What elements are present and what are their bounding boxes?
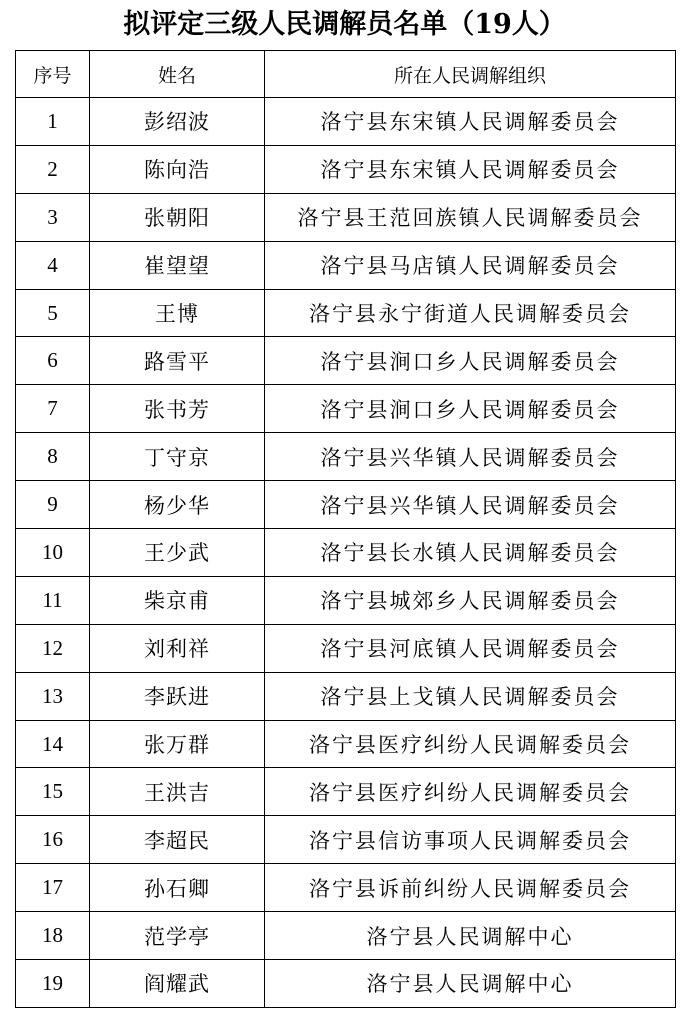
row-number: 7 [16,385,90,433]
table-row [16,433,676,481]
table-row [16,289,676,337]
table-header-row [16,51,676,98]
mediation-organization: 洛宁县东宋镇人民调解委员会 [265,145,676,193]
table-row [16,385,676,433]
mediator-name: 崔望望 [90,241,265,289]
mediation-organization: 洛宁县涧口乡人民调解委员会 [265,337,676,385]
mediation-organization: 洛宁县信访事项人民调解委员会 [265,816,676,864]
mediation-organization: 洛宁县东宋镇人民调解委员会 [265,98,676,146]
mediation-organization: 洛宁县长水镇人民调解委员会 [265,529,676,577]
row-number: 10 [16,529,90,577]
mediator-name: 王洪吉 [90,768,265,816]
table-row [16,672,676,720]
table-row [16,98,676,146]
mediator-name: 张书芳 [90,385,265,433]
mediator-roster-table [15,50,676,1008]
table-row [16,337,676,385]
mediation-organization: 洛宁县诉前纠纷人民调解委员会 [265,864,676,912]
row-number: 5 [16,289,90,337]
column-header-name: 姓名 [90,51,265,98]
mediator-name: 李跃进 [90,672,265,720]
mediator-name: 王博 [90,289,265,337]
mediator-name: 柴京甫 [90,576,265,624]
table-row [16,768,676,816]
mediator-name: 王少武 [90,529,265,577]
mediator-name: 孙石卿 [90,864,265,912]
row-number: 1 [16,98,90,146]
row-number: 6 [16,337,90,385]
mediation-organization: 洛宁县涧口乡人民调解委员会 [265,385,676,433]
mediation-organization: 洛宁县永宁街道人民调解委员会 [265,289,676,337]
mediation-organization: 洛宁县医疗纠纷人民调解委员会 [265,768,676,816]
mediation-organization: 洛宁县兴华镇人民调解委员会 [265,481,676,529]
mediator-name: 阎耀武 [90,960,265,1008]
table-row [16,529,676,577]
mediator-name: 陈向浩 [90,145,265,193]
table-row [16,816,676,864]
mediator-name: 刘利祥 [90,624,265,672]
table-row [16,864,676,912]
row-number: 17 [16,864,90,912]
row-number: 4 [16,241,90,289]
row-number: 12 [16,624,90,672]
table-row [16,145,676,193]
row-number: 11 [16,576,90,624]
mediator-name: 彭绍波 [90,98,265,146]
table-row [16,576,676,624]
table-row [16,960,676,1008]
table-row [16,912,676,960]
column-header-organization: 所在人民调解组织 [265,51,676,98]
row-number: 8 [16,433,90,481]
row-number: 3 [16,193,90,241]
mediation-organization: 洛宁县上戈镇人民调解委员会 [265,672,676,720]
table-row [16,624,676,672]
mediator-name: 李超民 [90,816,265,864]
table-row [16,481,676,529]
row-number: 2 [16,145,90,193]
table-row [16,241,676,289]
mediator-name: 张万群 [90,720,265,768]
row-number: 15 [16,768,90,816]
mediation-organization: 洛宁县王范回族镇人民调解委员会 [265,193,676,241]
row-number: 18 [16,912,90,960]
mediation-organization: 洛宁县河底镇人民调解委员会 [265,624,676,672]
mediation-organization: 洛宁县医疗纠纷人民调解委员会 [265,720,676,768]
mediator-name: 丁守京 [90,433,265,481]
mediation-organization: 洛宁县马店镇人民调解委员会 [265,241,676,289]
row-number: 9 [16,481,90,529]
mediator-name: 范学亭 [90,912,265,960]
mediation-organization: 洛宁县人民调解中心 [265,960,676,1008]
table-row [16,720,676,768]
mediator-name: 杨少华 [90,481,265,529]
mediator-name: 张朝阳 [90,193,265,241]
table-row [16,193,676,241]
row-number: 19 [16,960,90,1008]
row-number: 13 [16,672,90,720]
column-header-number: 序号 [16,51,90,98]
page-title: 拟评定三级人民调解员名单（19人） [123,9,566,40]
mediation-organization: 洛宁县城郊乡人民调解委员会 [265,576,676,624]
table-body [16,98,676,1008]
row-number: 16 [16,816,90,864]
mediation-organization: 洛宁县人民调解中心 [265,912,676,960]
mediation-organization: 洛宁县兴华镇人民调解委员会 [265,433,676,481]
mediator-name: 路雪平 [90,337,265,385]
row-number: 14 [16,720,90,768]
